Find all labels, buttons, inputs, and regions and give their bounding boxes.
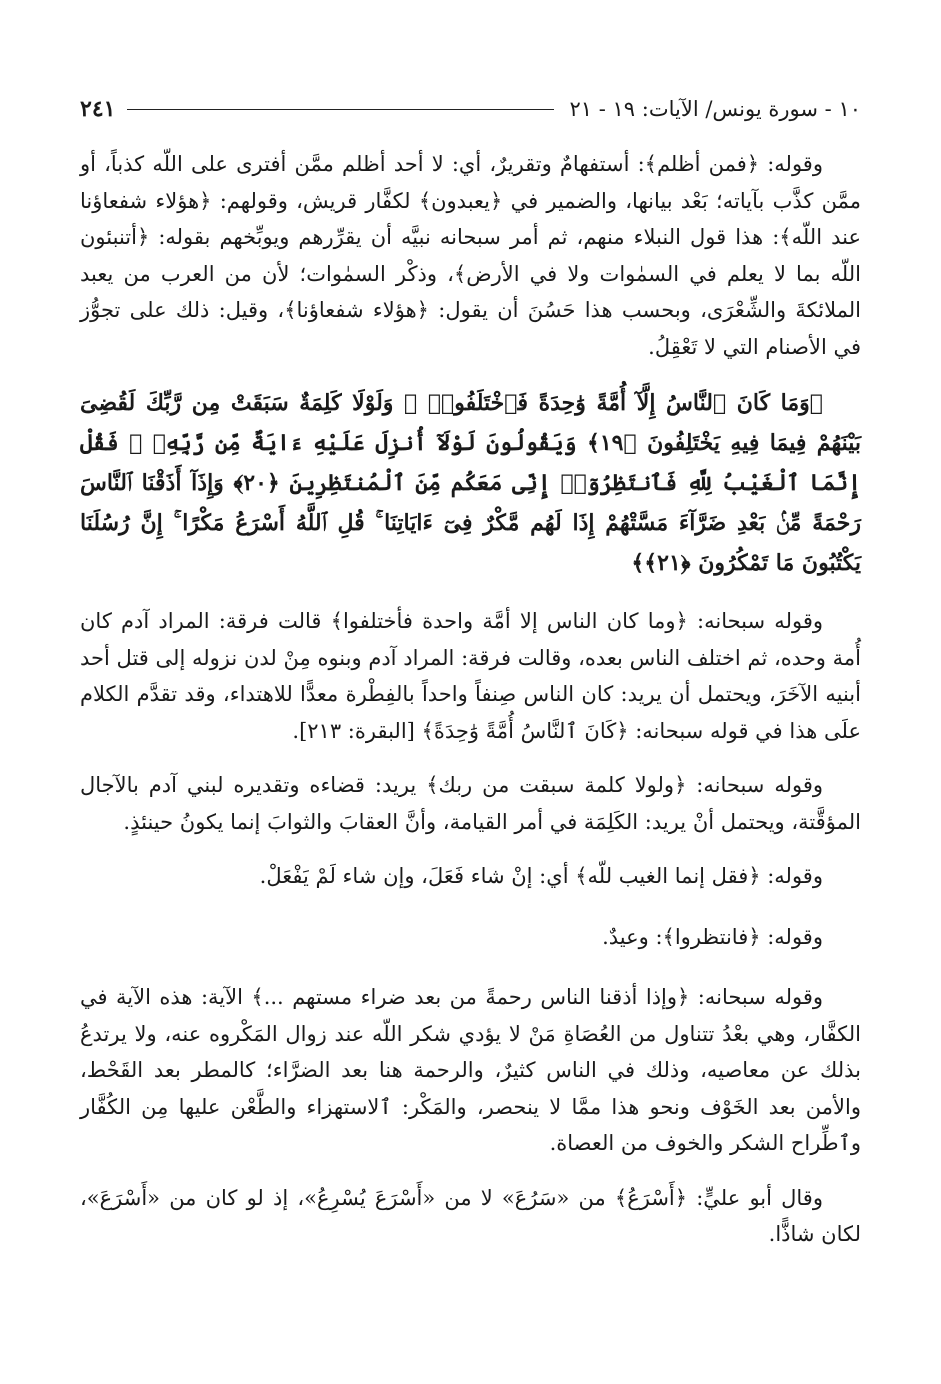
header-rule [127,109,553,110]
commentary-line: وقوله: ﴿فقل إنما الغيب للّه﴾ أي: إنْ شاء فَعَلَ، وإن شاء لَمْ يَفْعَلْ. [259,864,823,888]
header-title: ١٠ - سورة يونس/ الآيات: ١٩ - ٢١ [569,97,861,121]
commentary-paragraph: وقوله سبحانه: ﴿ولولا كلمة سبقت من ربك﴾ يريد: قضاءه وتقديره لبني آدم بالآجال المؤقَّتة، ويحتمل أنْ يريد: الكَلِمَة في أمر القيامة، وأنَّ العقابَ والثوابَ إنما يكونُ حينئذٍ. [80,773,861,834]
commentary-line: وقوله: ﴿فانتظروا﴾: وعيدٌ. [602,924,823,949]
commentary-paragraph: وقال أبو عليٍّ: ﴿أَسْرَعُ﴾ من «سَرُعَ» لا من «أَسْرَعَ يُسْرِعُ»، إذ لو كان من «أَسْرَعَ»، لكان شاذًّا. [80,1185,861,1246]
commentary-paragraph: وقوله سبحانه: ﴿وإذا أذقنا الناس رحمةً من بعد ضراء مستهم ...﴾ الآية: هذه الآية في الكفَّار، وهي بعْدُ تتناول من العُصَاةِ مَنْ لا يؤدي شكر اللّه عند زوال المَكْروه عنه، ولا يرتدعُ بذلك عن معاصيه، وذلك في الناس كثيرٌ، والرحمة هنا بعد الضرَّاء؛ كالمطر بعد القَحْط، والأمن بعد الخَوْف ونحو هذا ممَّا لا ينحصر، والمَكْر: ٱلاستهزاء والطَّعْن عليها مِن الكُفَّار وٱطِّراح الشكر والخوف من العصاة. [80,985,861,1155]
page-number: ٢٤١ [80,96,116,122]
running-header [80,92,861,126]
commentary-paragraph: وقوله: ﴿فمن أظلم﴾: أستفهامٌ وتقريرٌ، أي: لا أحد أظلم ممَّن أفترى على اللّه كذباً، أو ممَّن كذَّب بآياته؛ بَعْد بيانها، والضمير في ﴿يعبدون﴾ لكفَّار قريش، وقولهم: ﴿هؤلاء شفعاؤنا عند اللّه﴾: هذا قول النبلاء منهم، ثم أمر سبحانه نبيَّه أن يقرِّرهم ويوبِّخهم بقوله: ﴿أتنبئون اللّه بما لا يعلم في السمٰوات ولا في الأرض﴾، وذكْر السمٰوات؛ لأن من العرب من يعبد الملائكةَ والشِّعْرَى، وبحسب هذا حَسُنَ أن يقول: ﴿هؤلاء شفعاؤنا﴾، وقيل: ذلك على تجوُّز في الأصنام التي لا تَعْقِلُ. [80,152,861,359]
quran-verses: ﴿وَمَا كَانَ ٱلنَّاسُ إِلَّآ أُمَّةً وَٰحِدَةً فَٱخْتَلَفُوا۟ ۚ وَلَوْلَا كَلِمَةٌ سَبَقَتْ مِن رَّبِّكَ لَقُضِىَ بَيْنَهُمْ فِيمَا فِيهِ يَخْتَلِفُونَ ﴿١٩﴾ وَيَقُولُونَ لَوْلَآ أُنزِلَ عَلَيْهِ ءَايَةٌ مِّن رَّبِّهِۦ ۖ فَقُلْ إِنَّمَا ٱلْغَيْبُ لِلَّهِ فَٱنتَظِرُوٓا۟ إِنِّى مَعَكُم مِّنَ ٱلْمُنتَظِرِينَ ﴿٢٠﴾ وَإِذَآ أَذَقْنَا ٱلنَّاسَ رَحْمَةً مِّنۢ بَعْدِ ضَرَّآءَ مَسَّتْهُمْ إِذَا لَهُم مَّكْرٌ فِىٓ ءَايَاتِنَا ۚ قُلِ ٱللَّهُ أَسْرَعُ مَكْرًا ۚ إِنَّ رُسُلَنَا يَكْتُبُونَ مَا تَمْكُرُونَ ﴿٢١﴾﴾ [80,390,861,576]
commentary-paragraph: وقوله سبحانه: ﴿وما كان الناس إلا أمَّة واحدة فأختلفوا﴾ قالت فرقة: المراد آدم كان أُمة وحده، ثم اختلف الناس بعده، وقالت فرقة: المراد آدم وبنوه مِنْ لدن نزوله إلى قتل أحد أبنيه الآخَرَ، ويحتمل أن يريد: كان الناس صِنفاً واحداً بالفِطْرة معدًّا للاهتداء، وقد تقدَّم الكلام علَى هذا في قوله سبحانه: ﴿كَانَ ٱلنَّاسُ أُمَّةً وَٰحِدَةً﴾ [البقرة: ٢١٣]. [80,609,861,743]
page-body [80,146,861,1271]
